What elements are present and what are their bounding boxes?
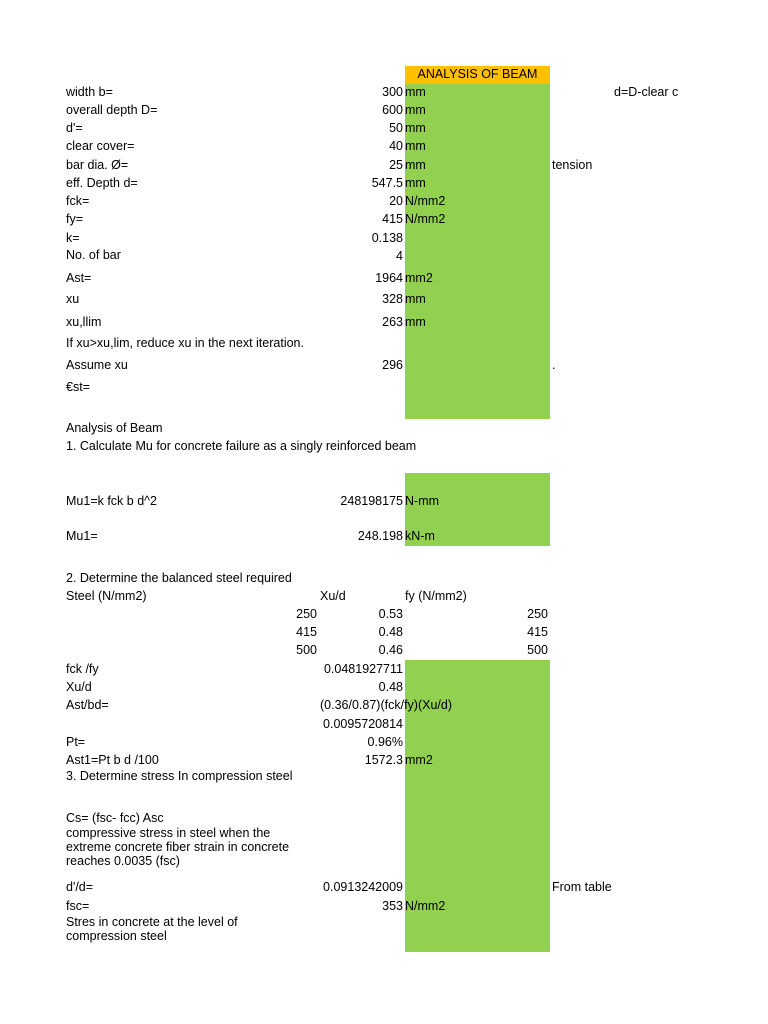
cs-desc-line3: reaches 0.0035 (fsc) <box>66 854 180 868</box>
label-overall-depth: overall depth D= <box>66 103 158 117</box>
label-fy: fy= <box>66 212 84 226</box>
value-mu1-formula: 248198175 <box>340 494 403 508</box>
value-bar-dia: 25 <box>389 158 403 172</box>
value-mu1: 248.198 <box>357 529 403 543</box>
label-fck: fck= <box>66 194 90 208</box>
table-fy-3: 500 <box>527 643 548 657</box>
value-fck-fy: 0.0481927711 <box>323 662 403 676</box>
label-xu-lim: xu,llim <box>66 315 102 329</box>
label-pt: Pt= <box>66 735 86 749</box>
table-steel-3: 500 <box>296 643 317 657</box>
label-clear-cover: clear cover= <box>66 139 135 153</box>
unit-width: mm <box>405 85 426 99</box>
stress-desc-line1: Stres in concrete at the level of <box>66 915 238 929</box>
unit-d-prime: mm <box>405 121 426 135</box>
table-fy-1: 250 <box>527 607 548 621</box>
stress-desc-line2: compression steel <box>66 929 167 943</box>
label-fsc: fsc= <box>66 899 90 913</box>
green-block-inputs <box>405 84 550 419</box>
unit-fck: N/mm2 <box>405 194 446 208</box>
value-ast1: 1572.3 <box>364 753 403 767</box>
label-no-of-bar: No. of bar <box>66 248 121 262</box>
table-steel-1: 250 <box>296 607 317 621</box>
unit-ast1: mm2 <box>405 753 433 767</box>
unit-eff-depth: mm <box>405 176 426 190</box>
table-steel-2: 415 <box>296 625 317 639</box>
value-ast-bd: 0.0095720814 <box>323 717 403 731</box>
section1-heading: Analysis of Beam <box>66 421 163 435</box>
section2-step: 2. Determine the balanced steel required <box>66 571 292 585</box>
table-xud-2: 0.48 <box>378 625 403 639</box>
formula-ast-bd: (0.36/0.87)(fck/fy)(Xu/d) <box>320 698 452 712</box>
unit-fy: N/mm2 <box>405 212 446 226</box>
unit-bar-dia: mm <box>405 158 426 172</box>
value-fck: 20 <box>389 194 403 208</box>
value-xu: 328 <box>382 292 403 306</box>
table-fy-2: 415 <box>527 625 548 639</box>
value-fsc: 353 <box>382 899 403 913</box>
label-k: k= <box>66 231 80 245</box>
value-xu-d: 0.48 <box>378 680 403 694</box>
value-eff-depth: 547.5 <box>371 176 403 190</box>
unit-mu1: kN-m <box>405 529 435 543</box>
note-tension: tension <box>552 158 593 172</box>
cs-desc-line2: extreme concrete fiber strain in concrete <box>66 840 290 854</box>
label-ast1: Ast1=Pt b d /100 <box>66 753 159 767</box>
unit-overall-depth: mm <box>405 103 426 117</box>
table-header-fy: fy (N/mm2) <box>405 589 467 603</box>
label-ast-bd: Ast/bd= <box>66 698 109 712</box>
label-bar-dia: bar dia. Ø= <box>66 158 129 172</box>
label-mu1-formula: Mu1=k fck b d^2 <box>66 494 157 508</box>
label-assume-xu: Assume xu <box>66 358 128 372</box>
value-clear-cover: 40 <box>389 139 403 153</box>
value-xu-lim: 263 <box>382 315 403 329</box>
label-mu1: Mu1= <box>66 529 98 543</box>
period-note: . <box>552 358 556 372</box>
section3-step: 3. Determine stress In compression steel <box>66 769 293 783</box>
value-width: 300 <box>382 85 403 99</box>
value-overall-depth: 600 <box>382 103 403 117</box>
cs-desc-line1: compressive stress in steel when the <box>66 826 271 840</box>
table-header-xud: Xu/d <box>320 589 346 603</box>
unit-clear-cover: mm <box>405 139 426 153</box>
section1-step: 1. Calculate Mu for concrete failure as a singly reinforced beam <box>66 439 417 453</box>
label-xu-d: Xu/d <box>66 680 92 694</box>
table-header-steel: Steel (N/mm2) <box>66 589 147 603</box>
sheet-title: ANALYSIS OF BEAM <box>417 67 538 81</box>
label-xu: xu <box>66 292 80 306</box>
value-assume-xu: 296 <box>382 358 403 372</box>
label-d-ratio: d'/d= <box>66 880 94 894</box>
iteration-note: If xu>xu,lim, reduce xu in the next iteration. <box>66 336 304 350</box>
unit-ast: mm2 <box>405 271 433 285</box>
label-fck-fy: fck /fy <box>66 662 99 676</box>
table-xud-3: 0.46 <box>378 643 403 657</box>
label-eff-depth: eff. Depth d= <box>66 176 138 190</box>
value-d-prime: 50 <box>389 121 403 135</box>
label-ast: Ast= <box>66 271 92 285</box>
label-d-prime: d'= <box>66 121 83 135</box>
table-xud-1: 0.53 <box>378 607 403 621</box>
value-k: 0.138 <box>371 231 403 245</box>
unit-fsc: N/mm2 <box>405 899 446 913</box>
note-d-formula: d=D-clear c <box>614 85 679 99</box>
unit-xu: mm <box>405 292 426 306</box>
label-width: width b= <box>66 85 113 99</box>
note-from-table: From table <box>552 880 612 894</box>
value-no-of-bar: 4 <box>396 249 403 263</box>
unit-xu-lim: mm <box>405 315 426 329</box>
cs-formula: Cs= (fsc- fcc) Asc <box>66 811 164 825</box>
value-pt: 0.96% <box>367 735 403 749</box>
label-est: €st= <box>66 380 90 394</box>
value-ast: 1964 <box>375 271 403 285</box>
value-d-ratio: 0.0913242009 <box>323 880 403 894</box>
value-fy: 415 <box>382 212 403 226</box>
unit-mu1-formula: N-mm <box>405 494 440 508</box>
